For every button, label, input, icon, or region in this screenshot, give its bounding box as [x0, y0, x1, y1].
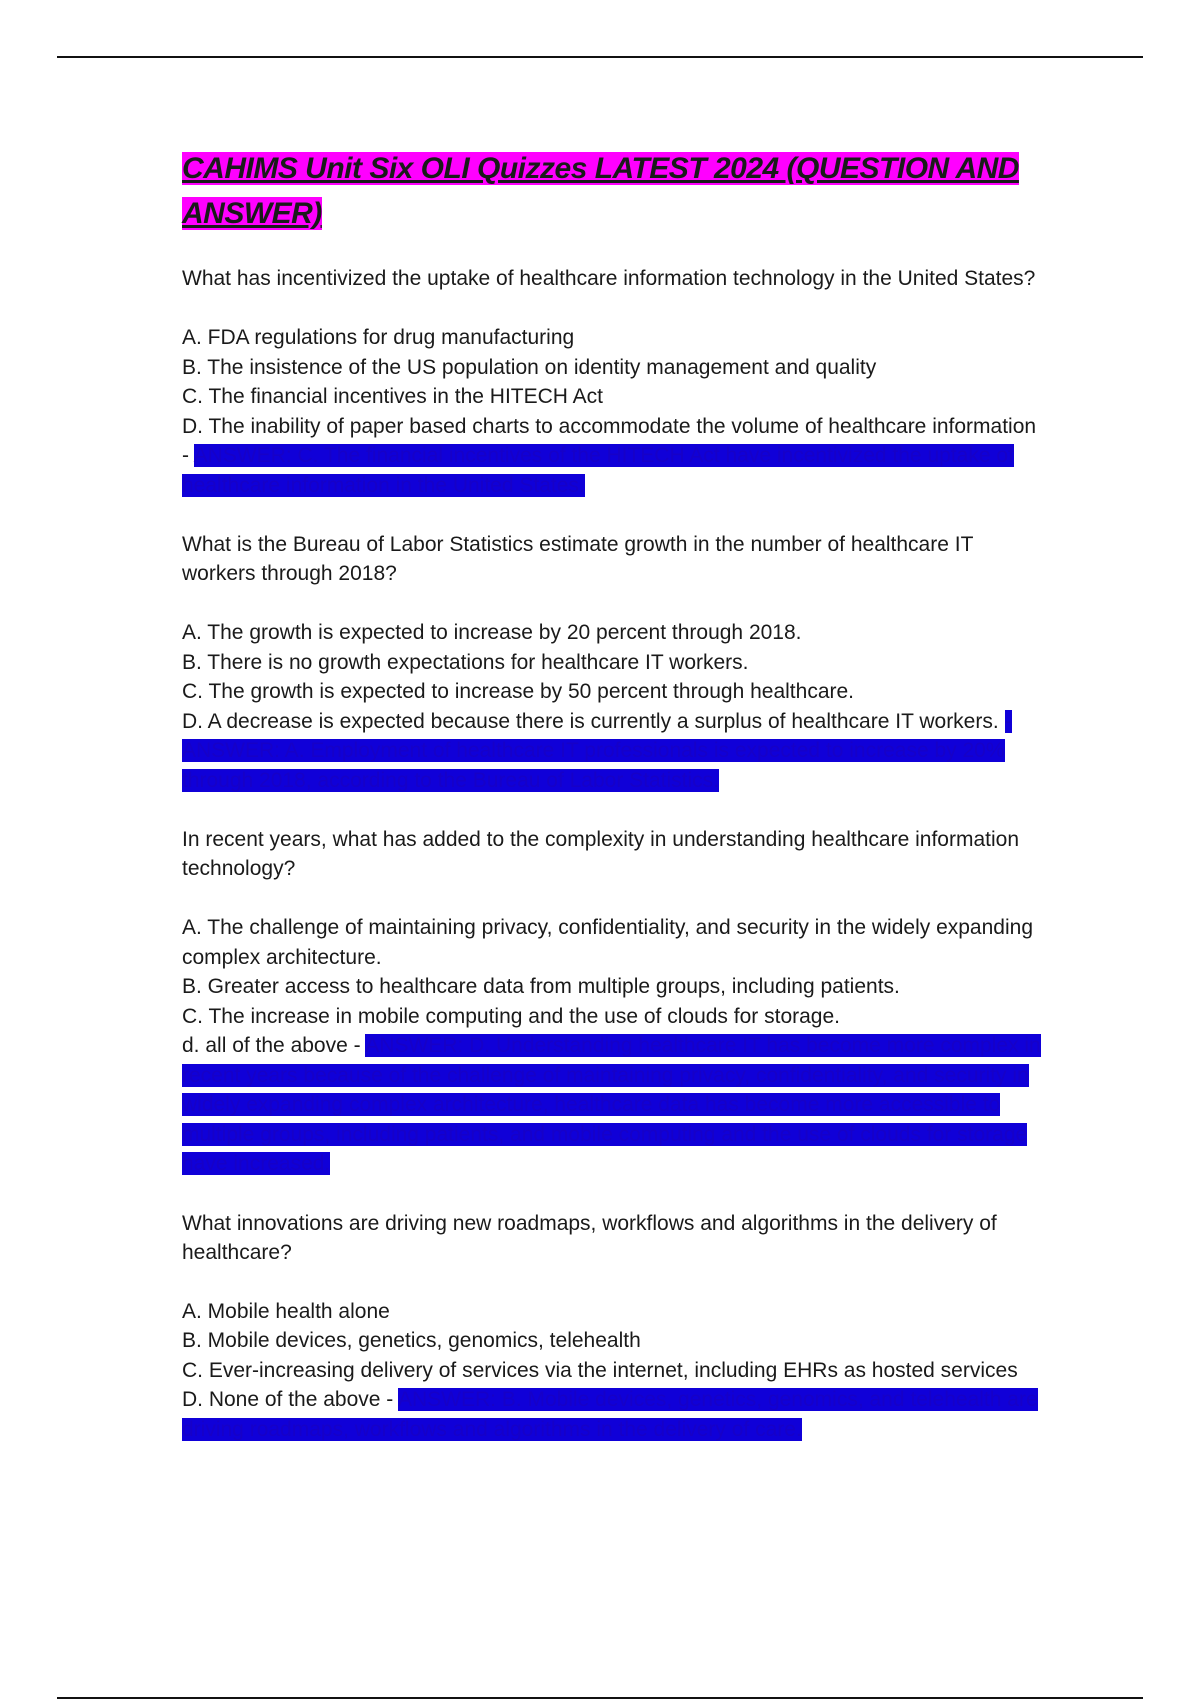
option-b: B. Mobile devices, genetics, genomics, telehealth — [182, 1329, 641, 1352]
option-d: D. A decrease is expected because there is currently a surplus of healthcare IT workers. — [182, 709, 1005, 733]
document-title: CAHIMS Unit Six OLI Quizzes LATEST 2024 (QUESTION AND ANSWER) — [182, 152, 1019, 230]
option-a: A. Mobile health alone — [182, 1299, 390, 1323]
question-block — [182, 264, 1042, 500]
option-a: A. FDA regulations for drug manufacturing — [182, 326, 575, 349]
option-c: C. The increase in mobile computing and the use of clouds for storage. — [182, 1004, 840, 1028]
option-d: D. The inability of paper based charts to accommodate the volume of healthcare information - — [182, 414, 1037, 467]
option-list — [182, 323, 1042, 500]
bottom-rule — [57, 1697, 1143, 1699]
option-d: D. None of the above - — [182, 1388, 398, 1411]
question-block — [182, 530, 1042, 795]
answer-highlight: ANSWER: D. Understanding healthcare IT has become more complex in recent years because of the challenge of maintaining privacy, confidentiality, and security in widely expanding complex architecture, healthcare data has become more accessible to multiple groups, including patients, and mobile computing and the use of clouds for storage have increased. — [182, 1034, 1041, 1175]
option-c: C. The growth is expected to increase by 50 percent through healthcare. — [182, 680, 855, 703]
option-list — [182, 1297, 1042, 1445]
option-d: d. all of the above - — [182, 1034, 366, 1057]
option-list — [182, 913, 1042, 1179]
option-list — [182, 618, 1042, 795]
question-block — [182, 825, 1042, 1179]
question-text: What is the Bureau of Labor Statistics estimate growth in the number of healthcare IT workers through 2018? — [182, 533, 974, 585]
answer-highlight: ANSWER: C. The financial incentives of the HITECH Act have incentivized the uptake of healthcare information in the United States. — [182, 444, 1014, 497]
option-c: C. Ever-increasing delivery of services via the internet, including EHRs as hosted services — [182, 1358, 1018, 1382]
question-block — [182, 1209, 1042, 1445]
option-a: A. The challenge of maintaining privacy, confidentiality, and security in the widely expanding complex architecture. — [182, 916, 1033, 969]
question-text: What innovations are driving new roadmaps, workflows and algorithms in the delivery of healthcare? — [182, 1211, 997, 1264]
top-rule — [57, 56, 1143, 58]
option-b: B. The insistence of the US population on identity management and quality — [182, 355, 877, 379]
option-b: B. Greater access to healthcare data from multiple groups, including patients. — [182, 975, 900, 998]
option-a: A. The growth is expected to increase by 20 percent through 2018. — [182, 621, 802, 644]
answer-highlight: - ANSWER: A. Employment of healthcare IT professionals is expected to increase by 20% through 2018, according to the Bureau of Labor Statistics. — [182, 709, 1012, 792]
document-page — [182, 146, 1042, 1474]
answer-highlight: ANSWER: B. Mobile devices, genetics, genomics, and telehealth are driving roadmaps, workflows and algorithms in the delivery of care. — [182, 1388, 1038, 1441]
option-b: B. There is no growth expectations for healthcare IT workers. — [182, 650, 749, 674]
question-text: In recent years, what has added to the complexity in understanding healthcare information technology? — [182, 828, 1019, 880]
option-c: C. The financial incentives in the HITECH Act — [182, 385, 603, 408]
question-text: What has incentivized the uptake of healthcare information technology in the United States? — [182, 267, 1036, 290]
